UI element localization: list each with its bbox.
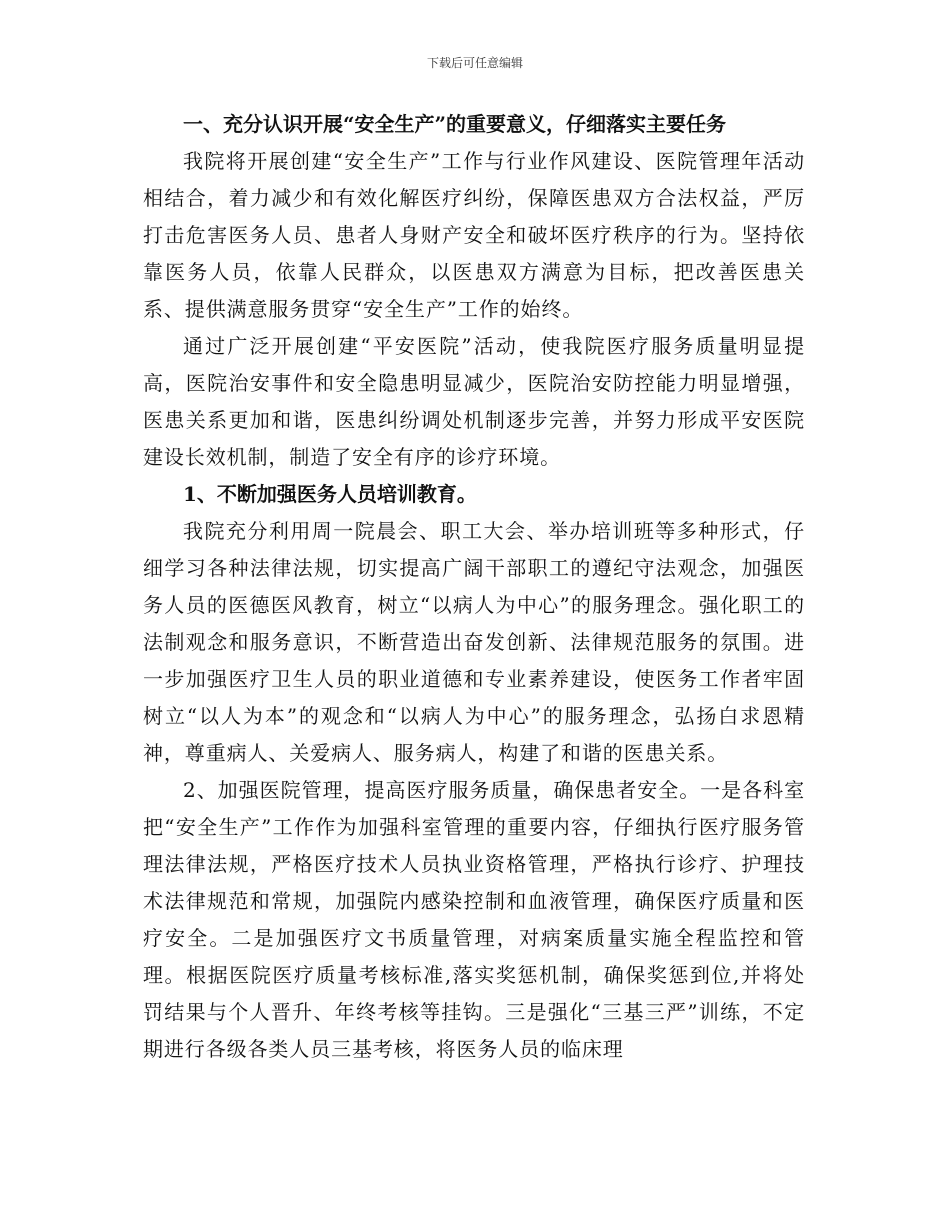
paragraph-1: 我院将开展创建“安全生产”工作与行业作风建设、医院管理年活动相结合，着力减少和有效化解医疗纠纷，保障医患双方合法权益，严厉打击危害医务人员、患者人身财产安全和破坏医疗秩序的行为。坚持依靠医务人员，依靠人民群众，以医患双方满意为目标，把改善医患关系、提供满意服务贯穿“安全生产”工作的始终。 [143, 149, 805, 321]
paragraph-3: 我院充分利用周一院晨会、职工大会、举办培训班等多种形式，仔细学习各种法律法规，切实提高广阔干部职工的遵纪守法观念，加强医务人员的医德医风教育，树立“以病人为中心”的服务理念。强化职工的法制观念和服务意识，不断营造出奋发创新、法律规范服务的氛围。进一步加强医疗卫生人员的职业道德和专业素养建设，使医务工作者牢固树立“以人为本”的观念和“以病人为中心”的服务理念，弘扬白求恩精神，尊重病人、关爱病人、服务病人，构建了和谐的医患关系。 [143, 519, 805, 765]
section-heading: 一、充分认识开展“安全生产”的重要意义，仔细落实主要任务 [183, 112, 727, 136]
paragraph-4: 2、加强医院管理，提高医疗服务质量，确保患者安全。一是各科室把“安全生产”工作作为加强科室管理的重要内容，仔细执行医疗服务管理法律法规，严格医疗技术人员执业资格管理，严格执行诊疗、护理技术法律规范和常规，加强院内感染控制和血液管理，确保医疗质量和医疗安全。二是加强医疗文书质量管理，对病案质量实施全程监控和管理。根据医院医疗质量考核标准,落实奖惩机制，确保奖惩到位,并将处罚结果与个人晋升、年终考核等挂钩。三是强化“三基三严”训练，不定期进行各级各类人员三基考核，将医务人员的临床理 [143, 778, 805, 1061]
subheading-training: 1、不断加强医务人员培训教育。 [183, 482, 477, 506]
paragraph-2: 通过广泛开展创建“平安医院”活动，使我院医疗服务质量明显提高，医院治安事件和安全隐患明显减少，医院治安防控能力明显增强，医患关系更加和谐，医患纠纷调处机制逐步完善，并努力形成平安医院建设长效机制，制造了安全有序的诊疗环境。 [143, 334, 805, 469]
document-body [143, 106, 805, 1068]
page-header-note: 下载后可任意编辑 [426, 56, 523, 70]
